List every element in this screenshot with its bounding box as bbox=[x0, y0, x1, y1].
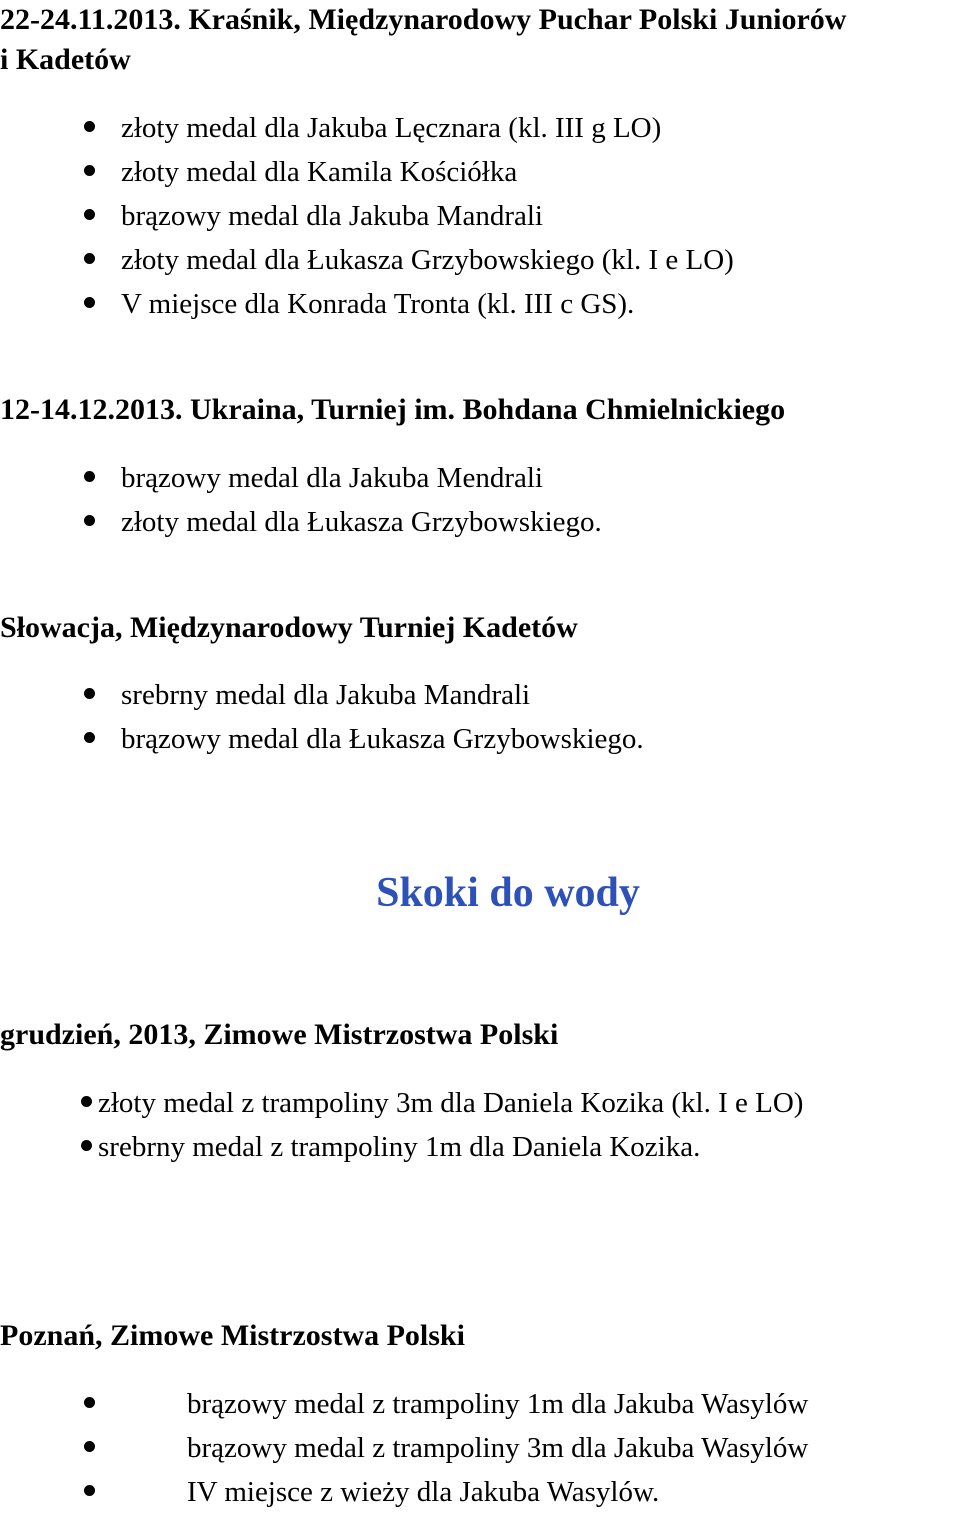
section-heading-line: 22-24.11.2013. Kraśnik, Międzynarodowy Puchar Polski Juniorów bbox=[0, 3, 847, 36]
list-item: brązowy medal dla Jakuba Mendrali bbox=[0, 456, 602, 500]
bullet-icon bbox=[84, 253, 95, 264]
list-item: złoty medal dla Łukasza Grzybowskiego (kl. I e LO) bbox=[0, 238, 734, 282]
list-item: V miejsce dla Konrada Tronta (kl. III c GS). bbox=[0, 282, 734, 326]
list-item: brązowy medal dla Łukasza Grzybowskiego. bbox=[0, 717, 644, 761]
bullet-icon bbox=[84, 688, 95, 699]
bullet-icon bbox=[84, 1441, 95, 1452]
results-list-grudzien bbox=[0, 1081, 803, 1169]
bullet-icon bbox=[81, 1096, 92, 1107]
results-list-poznan bbox=[0, 1382, 808, 1514]
section-heading-ukraina: 12-14.12.2013. Ukraina, Turniej im. Bohdana Chmielnickiego bbox=[0, 393, 786, 426]
bullet-icon bbox=[84, 165, 95, 176]
list-item: złoty medal z trampoliny 3m dla Daniela Kozika (kl. I e LO) bbox=[0, 1081, 803, 1125]
section-heading-poznan: Poznań, Zimowe Mistrzostwa Polski bbox=[0, 1319, 465, 1352]
list-item: złoty medal dla Łukasza Grzybowskiego. bbox=[0, 500, 602, 544]
bullet-icon bbox=[84, 297, 95, 308]
bullet-icon bbox=[84, 732, 95, 743]
list-item: srebrny medal z trampoliny 1m dla Daniela Kozika. bbox=[0, 1125, 803, 1169]
results-list-ukraina bbox=[0, 456, 602, 544]
results-list-krasnik bbox=[0, 106, 734, 326]
bullet-icon bbox=[84, 515, 95, 526]
list-item: brązowy medal z trampoliny 1m dla Jakuba Wasylów bbox=[0, 1382, 808, 1426]
section-heading-grudzien: grudzień, 2013, Zimowe Mistrzostwa Polski bbox=[0, 1018, 559, 1051]
bullet-icon bbox=[84, 209, 95, 220]
list-item: srebrny medal dla Jakuba Mandrali bbox=[0, 673, 644, 717]
section-heading-slowacja: Słowacja, Międzynarodowy Turniej Kadetów bbox=[0, 611, 578, 644]
bullet-icon bbox=[84, 471, 95, 482]
bullet-icon bbox=[84, 1397, 95, 1408]
section-heading-krasnik bbox=[0, 0, 846, 80]
bullet-icon bbox=[81, 1140, 92, 1151]
list-item: IV miejsce z wieży dla Jakuba Wasylów. bbox=[0, 1470, 808, 1514]
bullet-icon bbox=[84, 121, 95, 132]
list-item: brązowy medal dla Jakuba Mandrali bbox=[0, 194, 734, 238]
list-item: złoty medal dla Kamila Kościółka bbox=[0, 150, 734, 194]
results-list-slowacja bbox=[0, 673, 644, 761]
page-title: Skoki do wody bbox=[376, 870, 640, 916]
list-item: złoty medal dla Jakuba Lęcznara (kl. III g LO) bbox=[0, 106, 734, 150]
bullet-icon bbox=[84, 1485, 95, 1496]
list-item: brązowy medal z trampoliny 3m dla Jakuba Wasylów bbox=[0, 1426, 808, 1470]
section-heading-line: i Kadetów bbox=[0, 43, 131, 76]
